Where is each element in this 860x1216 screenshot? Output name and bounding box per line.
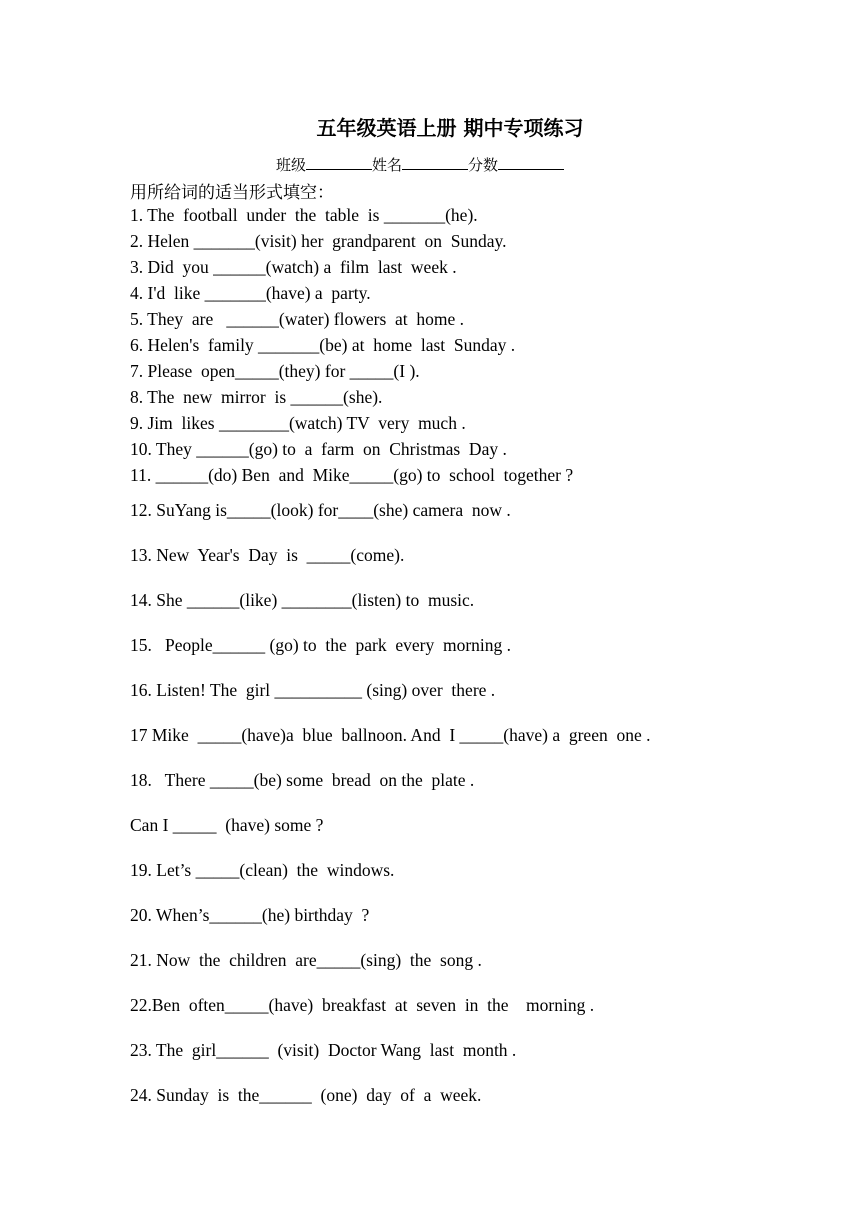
question-line: 1. The football under the table is _______(he).	[130, 205, 478, 225]
question-line: 23. The girl______ (visit) Doctor Wang last month .	[130, 1040, 517, 1060]
question-line: 24. Sunday is the______ (one) day of a week.	[130, 1085, 482, 1105]
name-label: 姓名	[371, 156, 402, 174]
question-line: 8. The new mirror is ______(she).	[130, 387, 383, 407]
question-line: 12. SuYang is_____(look) for____(she) camera now .	[130, 500, 511, 520]
instruction: 用所给词的适当形式填空：	[130, 183, 334, 203]
class-label: 班级	[275, 156, 306, 174]
student-info-line	[0, 154, 840, 175]
question-line: 5. They are ______(water) flowers at home .	[130, 309, 465, 329]
question-line: 21. Now the children are_____(sing) the song .	[130, 950, 482, 970]
question-line: 11. ______(do) Ben and Mike_____(go) to school together ?	[130, 465, 574, 485]
name-blank	[402, 155, 468, 170]
question-line: 9. Jim likes ________(watch) TV very much .	[130, 413, 466, 433]
question-line: 18. There _____(be) some bread on the plate .	[130, 770, 475, 790]
question-line: 3. Did you ______(watch) a film last week .	[130, 257, 457, 277]
score-label: 分数	[468, 156, 499, 174]
question-line: 13. New Year's Day is _____(come).	[130, 545, 405, 565]
question-line: 15. People______ (go) to the park every morning .	[130, 635, 512, 655]
question-line: 4. I'd like _______(have) a party.	[130, 283, 371, 303]
question-line: 6. Helen's family _______(be) at home last Sunday .	[130, 335, 516, 355]
question-line: 19. Let’s _____(clean) the windows.	[130, 860, 395, 880]
question-line: 16. Listen! The girl __________ (sing) over there .	[130, 680, 496, 700]
question-line: 17 Mike _____(have)a blue ballnoon. And I _____(have) a green one .	[130, 725, 651, 745]
question-line: 10. They ______(go) to a farm on Christmas Day .	[130, 439, 507, 459]
question-line: 14. She ______(like) ________(listen) to music.	[130, 590, 475, 610]
question-line: 7. Please open_____(they) for _____(I ).	[130, 361, 420, 381]
question-line: 22.Ben often_____(have) breakfast at seven in the morning .	[130, 995, 595, 1015]
score-blank	[498, 155, 564, 170]
question-line: Can I _____ (have) some ?	[130, 815, 324, 835]
class-blank	[306, 155, 372, 170]
question-line: 20. When’s______(he) birthday ?	[130, 905, 370, 925]
question-line: 2. Helen _______(visit) her grandparent on Sunday.	[130, 231, 507, 251]
page-title: 五年级英语上册 期中专项练习	[316, 116, 584, 140]
